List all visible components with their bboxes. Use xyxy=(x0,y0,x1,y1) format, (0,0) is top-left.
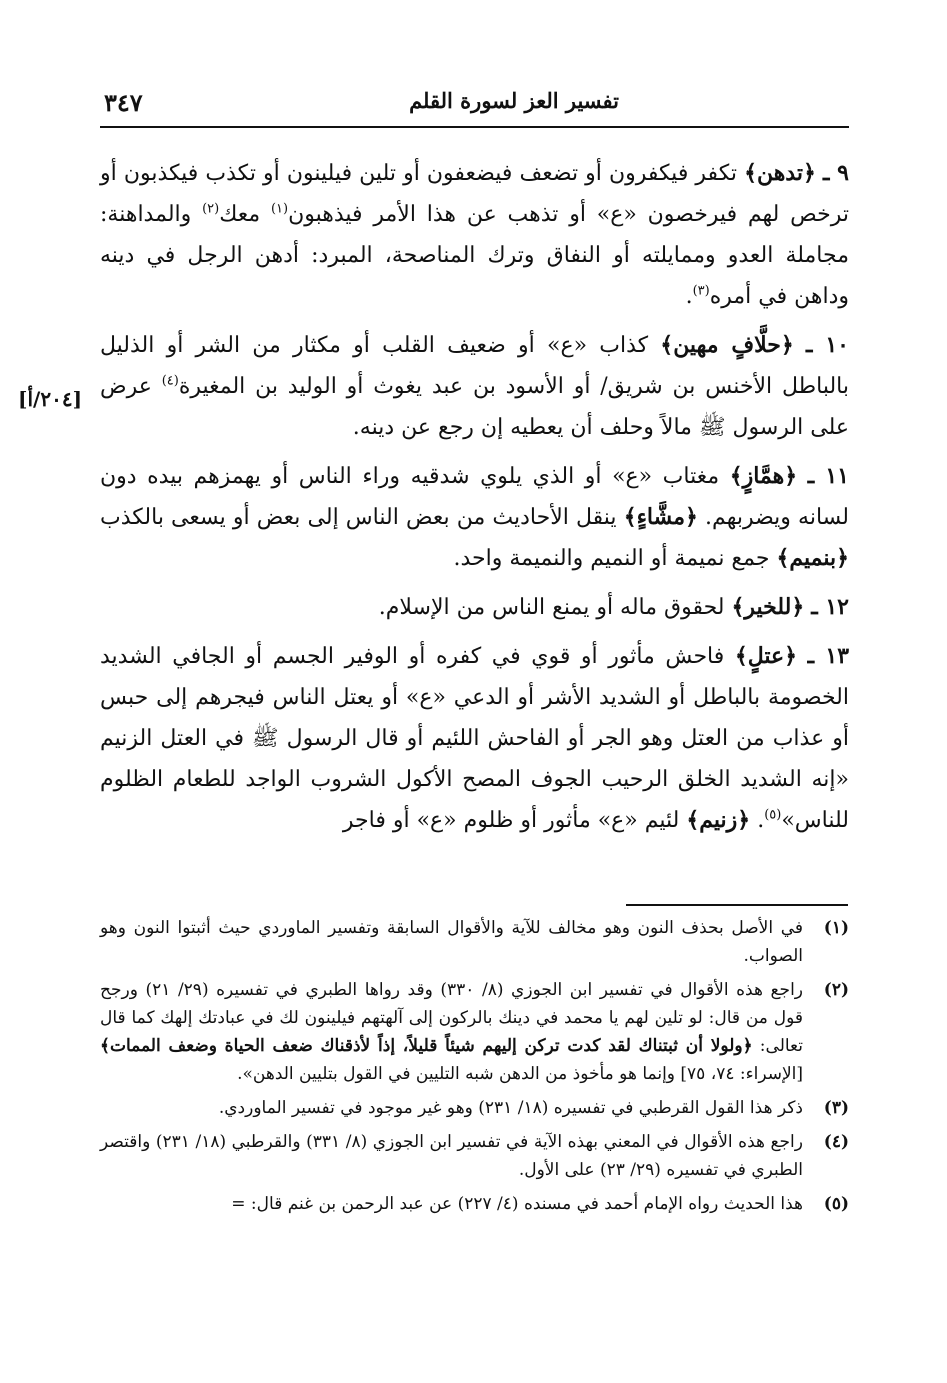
running-title: تفسير العز لسورة القلم xyxy=(409,88,619,113)
text-segment: في الأصل بحذف النون وهو مخالف للآية والأقوال السابقة وتفسير الماوردي حيث أثبتوا النون وهو الصواب. xyxy=(100,918,803,966)
footnote xyxy=(100,914,849,970)
text-segment: هذا الحديث رواه الإمام أحمد في مسنده (٤/ ٢٢٧) عن عبد الرحمن بن غنم قال: = xyxy=(231,1194,803,1214)
text-segment: . xyxy=(685,284,693,309)
paragraph-number: ١٢ ـ xyxy=(811,594,849,620)
text-segment: راجع هذه الأقوال في المعني بهذه الآية في تفسير ابن الجوزي (٨/ ٣٣١) والقرطبي (١٨/ ٢٣١) واقتصر الطبري في تفسيره (٢٩/ ٢٣) على الأول. xyxy=(100,1132,803,1180)
text-segment: لئيم «ع» مأثور أو ظلوم «ع» أو فاجر xyxy=(342,808,687,833)
footnote-text xyxy=(100,914,803,970)
text-segment: كذاب «ع» أو ضعيف القلب أو مكثار من الشر أو الذليل بالباطل الأخنس بن شريق/ أو الأسود بن عبد يغوث أو الوليد بن المغيرة xyxy=(100,333,849,399)
text-segment: جمع نميمة أو النميم والنميمة واحد. xyxy=(453,546,777,571)
text-segment: تكفر فيكفرون أو تضعف فيضعفون أو تلين فيلينون أو تكذب فيكذبون أو ترخص لهم فيرخصون «ع» أو تذهب عن هذا الأمر فيذهبون xyxy=(100,161,849,227)
main-text xyxy=(100,153,849,849)
footnote-text xyxy=(100,1094,803,1122)
text-segment: والمداهنة: مجاملة العدو وممايلته أو النفاق وترك المناصحة، المبرد: أدهن الرجل في دينه وداهن في أمره xyxy=(100,202,849,309)
quranic-term: ﴿حلَّافٍ مهين﴾ xyxy=(660,332,794,358)
footnote xyxy=(100,1094,849,1122)
paragraph xyxy=(100,636,849,841)
footnote-ref: (٢) xyxy=(202,201,220,217)
manuscript-folio-note: [٢٠٤/أ] xyxy=(18,387,83,411)
paragraph xyxy=(100,325,849,448)
quranic-term: ﴿للخير﴾ xyxy=(731,594,805,620)
text-segment: [الإسراء: ٧٤، ٧٥] وإنما هو مأخوذ من الدهن شبه التليين في القول بتليين الدهن». xyxy=(237,1064,803,1084)
quranic-term: ﴿عتلٍ﴾ xyxy=(734,643,798,669)
text-segment: عرض على الرسول ﷺ مالاً وحلف أن يعطيه إن رجع عن دينه. xyxy=(100,374,849,440)
footnote-ref: (١) xyxy=(270,201,289,217)
text-segment: راجع هذه الأقوال في تفسير ابن الجوزي (٨/ ٣٣٠) وقد رواها الطبري في تفسيره (٢٩/ ٢١) ورجح قول من قال: لو تلين لهم يا محمد في دينك بالركون إلى آلهتهم فيلينون لك في عبادتك إلهك كما قال تعالى: xyxy=(100,980,803,1056)
footnote xyxy=(100,1190,849,1218)
quranic-term: ﴿مشَّاءٍ﴾ xyxy=(623,504,698,530)
paragraph xyxy=(100,153,849,317)
footnote-number: (٥) xyxy=(823,1194,849,1214)
footnote-text xyxy=(100,1190,803,1218)
text-segment: لحقوق ماله أو يمنع الناس من الإسلام. xyxy=(378,595,732,620)
text-segment: ذكر هذا القول القرطبي في تفسيره (١٨/ ٢٣١) وهو غير موجود في تفسير الماوردي. xyxy=(218,1098,803,1118)
paragraph-number: ١٠ ـ xyxy=(806,332,849,358)
page-header xyxy=(100,86,849,128)
footnote-ref: (٤) xyxy=(161,373,179,389)
footnote-ref: (٣) xyxy=(692,283,710,299)
quranic-quote: ﴿ولولا أن ثبتناك لقد كدت تركن إليهم شيئاً قليلاً، إذاً لأذقناك ضعف الحياة وضعف الممات﴾ xyxy=(100,1036,753,1056)
paragraph xyxy=(100,587,849,628)
paragraph-number: ١١ ـ xyxy=(807,463,849,489)
quranic-term: ﴿بنميم﴾ xyxy=(776,545,849,571)
footnote xyxy=(100,1128,849,1184)
page-number: ٣٤٧ xyxy=(104,88,143,117)
text-segment: مغتاب «ع» أو الذي يلوي شدقيه وراء الناس أو يهمزهم بيده دون لسانه ويضربهم. xyxy=(100,464,849,530)
text-segment: فاحش مأثور أو قوي في كفره أو الوفير الجسم أو الجافي الشديد الخصومة بالباطل أو الشديد الأشر أو الدعي «ع» أو يعتل الناس فيجرهم إلى حبس أو عذاب من العتل وهو الجر أو الفاحش اللئيم أو قال الرسول ﷺ في العتل الزنيم «إنه الشديد الخلق الرحيب الجوف المصح الأكول الشروب الواجد للطعام الظلوم للناس» xyxy=(100,644,849,833)
paragraph xyxy=(100,456,849,579)
footnote-ref: (٥) xyxy=(764,807,782,823)
paragraph-number: ١٣ ـ xyxy=(807,643,850,669)
footnote-number: (١) xyxy=(823,918,849,938)
footnote-number: (٣) xyxy=(823,1098,849,1118)
footnote-divider xyxy=(626,904,848,906)
paragraph-number: ٩ ـ xyxy=(822,160,849,186)
footnote-text xyxy=(100,1128,803,1184)
footnote-number: (٢) xyxy=(823,980,849,1000)
quranic-term: ﴿زنيم﴾ xyxy=(686,807,751,833)
quranic-term: ﴿تدهن﴾ xyxy=(744,160,816,186)
footnote xyxy=(100,976,849,1088)
text-segment: ينقل الأحاديث من بعض الناس إلى بعض أو يسعى بالكذب xyxy=(100,505,624,530)
text-segment: . xyxy=(750,808,765,833)
quranic-term: ﴿همَّازٍ﴾ xyxy=(729,463,798,489)
footnote-text xyxy=(100,976,803,1088)
text-segment: معك xyxy=(219,202,271,227)
footnote-number: (٤) xyxy=(823,1132,849,1152)
footnotes-section xyxy=(100,914,849,1224)
